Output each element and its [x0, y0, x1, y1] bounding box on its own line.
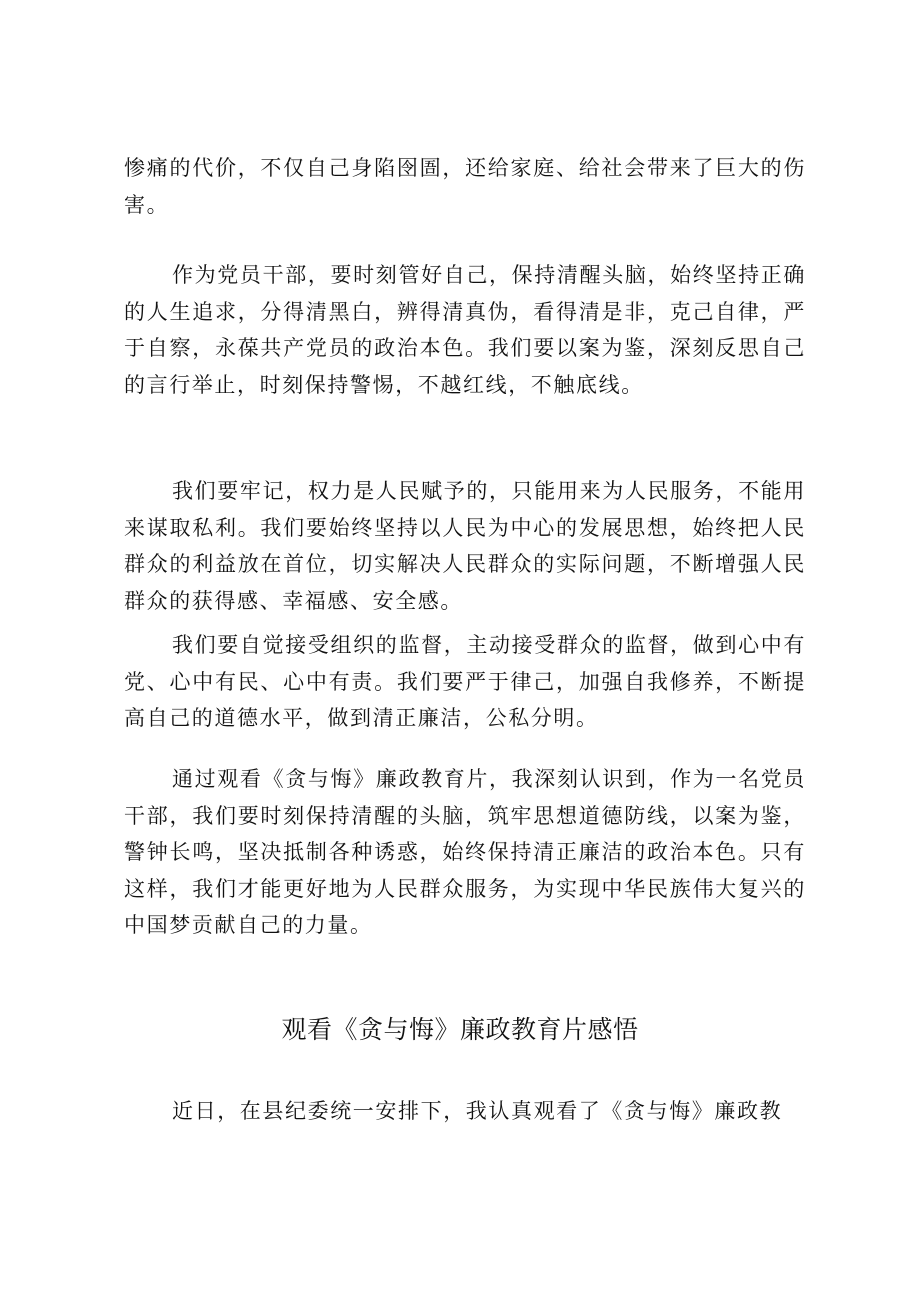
paragraph-2: 作为党员干部，要时刻管好自己，保持清醒头脑，始终坚持正确的人生追求，分得清黑白，辨得清真伪，看得清是非，克己自律，严于自察，永葆共产党员的政治本色。我们要以案为鉴，深刻反思自己的言行举止，时刻保持警惕，不越红线，不触底线。 [124, 263, 806, 397]
paragraph-4: 我们要自觉接受组织的监督，主动接受群众的监督，做到心中有党、心中有民、心中有责。我们要严于律己，加强自我修养，不断提高自己的道德水平，做到清正廉洁，公私分明。 [124, 633, 806, 731]
paragraph-5: 通过观看《贪与悔》廉政教育片，我深刻认识到，作为一名党员干部，我们要时刻保持清醒的头脑，筑牢思想道德防线，以案为鉴，警钟长鸣，坚决抵制各种诱惑，始终保持清正廉洁的政治本色。只有这样，我们才能更好地为人民群众服务，为实现中华民族伟大复兴的中国梦贡献自己的力量。 [124, 767, 806, 938]
section-title: 观看《贪与悔》廉政教育片感悟 [281, 1015, 639, 1044]
paragraph-1: 惨痛的代价，不仅自己身陷囹圄，还给家庭、给社会带来了巨大的伤害。 [124, 156, 806, 217]
section-intro-paragraph: 近日，在县纪委统一安排下，我认真观看了《贪与悔》廉政教 [172, 1099, 783, 1123]
paragraph-3: 我们要牢记，权力是人民赋予的，只能用来为人民服务，不能用来谋取私利。我们要始终坚持以人民为中心的发展思想，始终把人民群众的利益放在首位，切实解决人民群众的实际问题，不断增强人民群众的获得感、幸福感、安全感。 [124, 479, 806, 613]
